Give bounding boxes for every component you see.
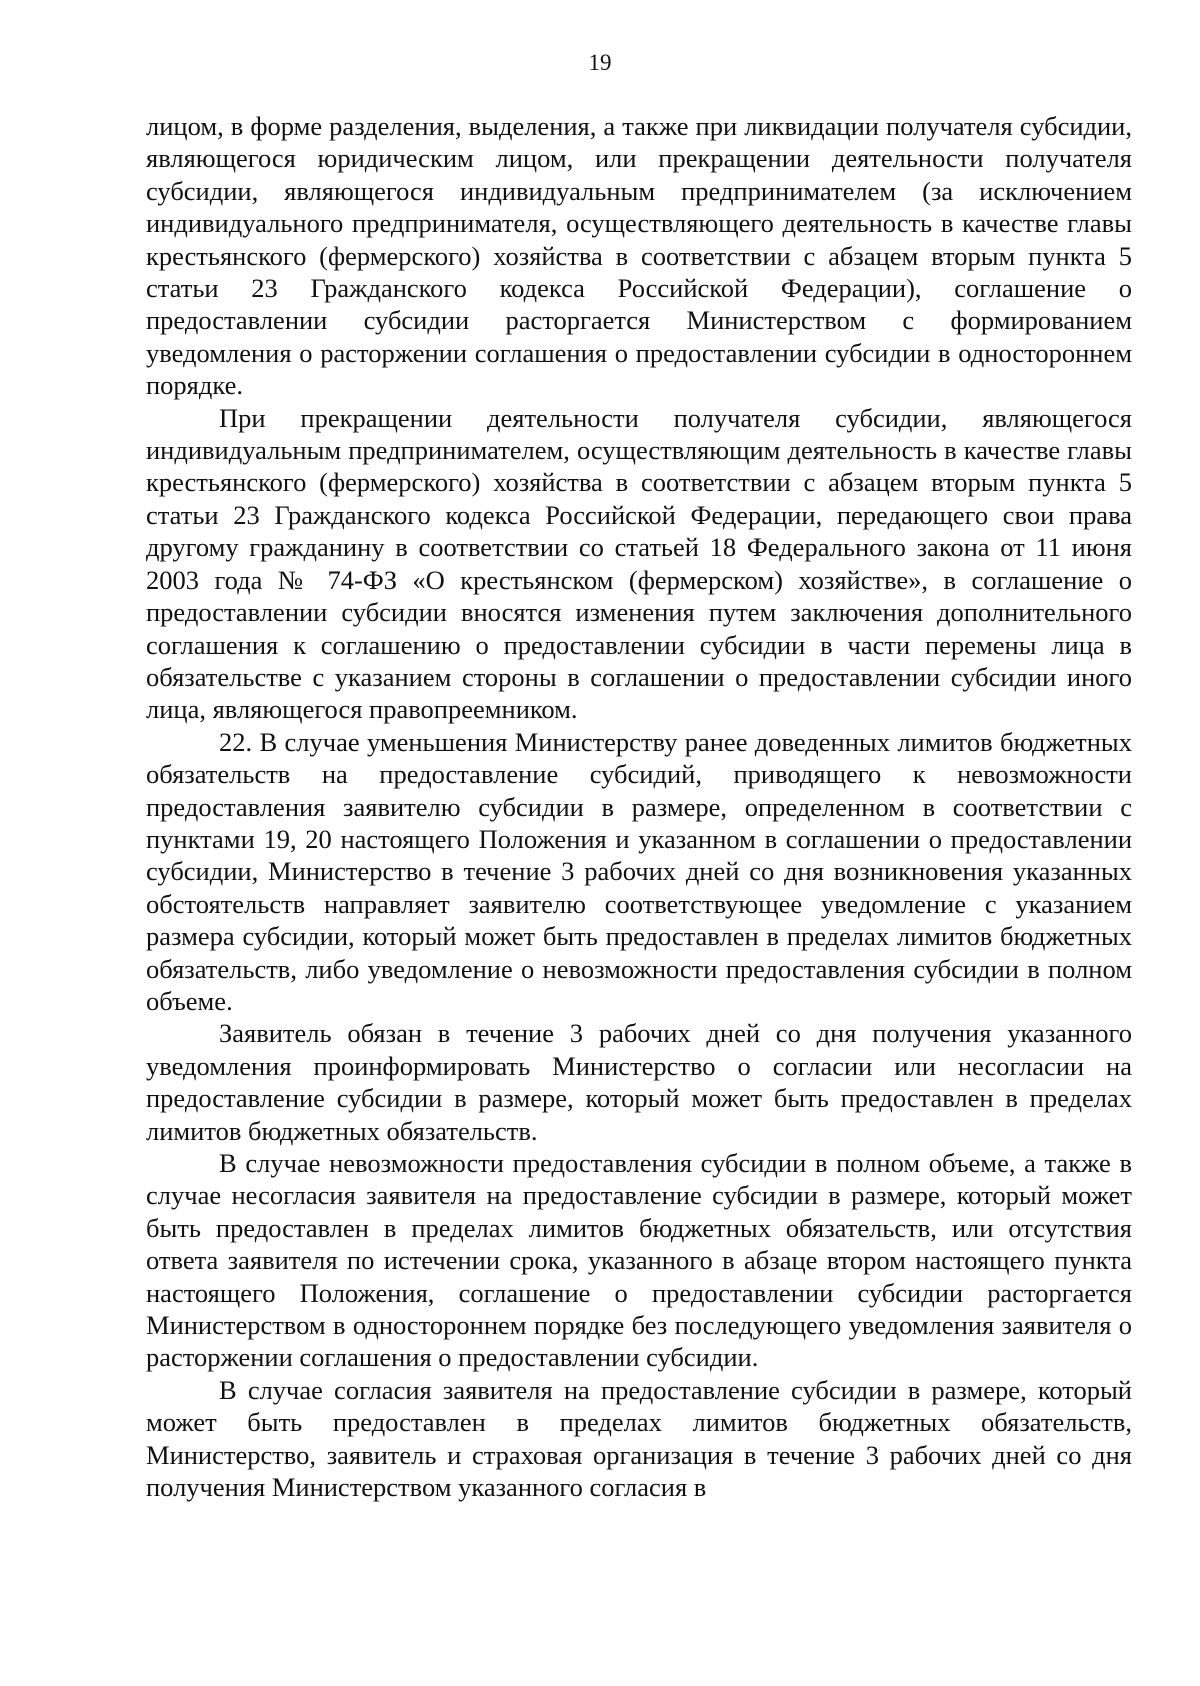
paragraph: Заявитель обязан в течение 3 рабочих дней со дня получения указанного уведомления проинформировать Министерство о согласии или несогласии на предоставление субсидии в размере, который может быть предоставлен в пределах лимитов бюджетных обязательств.: [146, 1018, 1132, 1146]
paragraph: В случае согласия заявителя на предоставление субсидии в размере, который может быть предоставлен в пределах лимитов бюджетных обязательств, Министерство, заявитель и страховая организация в течение 3 рабочих дней со дня получения Министерством указанного согласия в: [146, 1374, 1132, 1503]
document-body: [146, 110, 1132, 1503]
paragraph-continuation: лицом, в форме разделения, выделения, а также при ликвидации получателя субсидии, являющегося юридическим лицом, или прекращении деятельности получателя субсидии, являющегося индивидуальным предпринимателем (за исключением индивидуального предпринимателя, осуществляющего деятельность в качестве главы крестьянского (фермерского) хозяйства в соответствии с абзацем вторым пункта 5 статьи 23 Гражданского кодекса Российской Федерации), соглашение о предоставлении субсидии расторгается Министерством с формированием уведомления о расторжении соглашения о предоставлении субсидии в одностороннем порядке.: [146, 111, 1132, 401]
paragraph: В случае невозможности предоставления субсидии в полном объеме, а также в случае несогласия заявителя на предоставление субсидии в размере, который может быть предоставлен в пределах лимитов бюджетных обязательств, или отсутствия ответа заявителя по истечении срока, указанного в абзаце втором настоящего пункта настоящего Положения, соглашение о предоставлении субсидии расторгается Министерством в одностороннем порядке без последующего уведомления заявителя о расторжении соглашения о предоставлении субсидии.: [146, 1148, 1132, 1373]
paragraph-item-22: 22. В случае уменьшения Министерству ранее доведенных лимитов бюджетных обязательств на предоставление субсидий, приводящего к невозможности предоставления заявителю субсидии в размере, определенном в соответствии с пунктами 19, 20 настоящего Положения и указанном в соглашении о предоставлении субсидии, Министерство в течение 3 рабочих дней со дня возникновения указанных обстоятельств направляет заявителю соответствующее уведомление с указанием размера субсидии, который может быть предоставлен в пределах лимитов бюджетных обязательств, либо уведомление о невозможности предоставления субсидии в полном объеме.: [146, 726, 1132, 1016]
paragraph: При прекращении деятельности получателя субсидии, являющегося индивидуальным предпринимателем, осуществляющим деятельность в качестве главы крестьянского (фермерского) хозяйства в соответствии с абзацем вторым пункта 5 статьи 23 Гражданского кодекса Российской Федерации, передающего свои права другому гражданину в соответствии со статьей 18 Федерального закона от 11 июня 2003 года № 74-ФЗ «О крестьянском (фермерском) хозяйстве», в соглашение о предоставлении субсидии вносятся изменения путем заключения дополнительного соглашения к соглашению о предоставлении субсидии в части перемены лица в обязательстве с указанием стороны в соглашении о предоставлении субсидии иного лица, являющегося правопреемником.: [146, 402, 1132, 725]
page-number: 19: [588, 50, 612, 75]
